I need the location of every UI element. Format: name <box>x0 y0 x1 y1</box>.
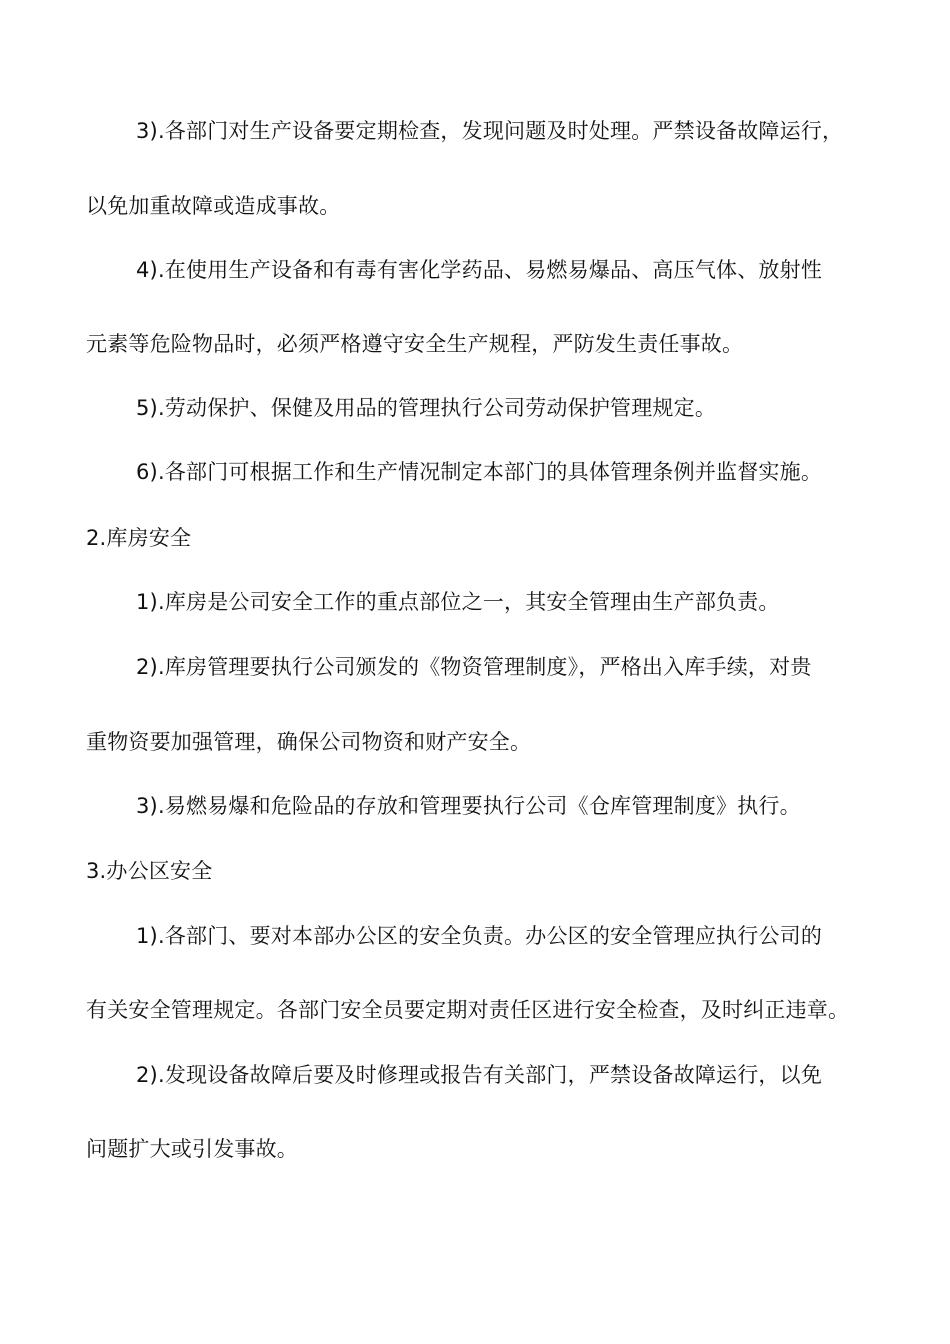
paragraph-line: 4).在使用生产设备和有毒有害化学药品、易燃易爆品、高压气体、放射性 <box>136 258 823 282</box>
section-heading: 3.办公区安全 <box>86 859 213 883</box>
paragraph-line: 6).各部门可根据工作和生产情况制定本部门的具体管理条例并监督实施。 <box>136 460 823 484</box>
paragraph-line: 1).库房是公司安全工作的重点部位之一，其安全管理由生产部负责。 <box>136 590 780 614</box>
paragraph-line: 2).发现设备故障后要及时修理或报告有关部门，严禁设备故障运行，以免 <box>136 1063 823 1087</box>
paragraph-line: 1).各部门、要对本部办公区的安全负责。办公区的安全管理应执行公司的 <box>136 924 823 948</box>
paragraph-line: 元素等危险物品时，必须严格遵守安全生产规程，严防发生责任事故。 <box>86 332 744 356</box>
paragraph-line: 重物资要加强管理，确保公司物资和财产安全。 <box>86 730 532 754</box>
paragraph-line: 以免加重故障或造成事故。 <box>86 194 341 218</box>
paragraph-line: 3).各部门对生产设备要定期检查，发现问题及时处理。严禁设备故障运行， <box>136 119 844 143</box>
paragraph-line: 问题扩大或引发事故。 <box>86 1137 298 1161</box>
paragraph-line: 3).易燃易爆和危险品的存放和管理要执行公司《仓库管理制度》执行。 <box>136 794 801 818</box>
paragraph-line: 5).劳动保护、保健及用品的管理执行公司劳动保护管理规定。 <box>136 396 717 420</box>
section-heading: 2.库房安全 <box>86 526 192 550</box>
paragraph-line: 有关安全管理规定。各部门安全员要定期对责任区进行安全检查，及时纠正违章。 <box>86 998 850 1022</box>
paragraph-line: 2).库房管理要执行公司颁发的《物资管理制度》，严格出入库手续，对贵 <box>136 655 812 679</box>
